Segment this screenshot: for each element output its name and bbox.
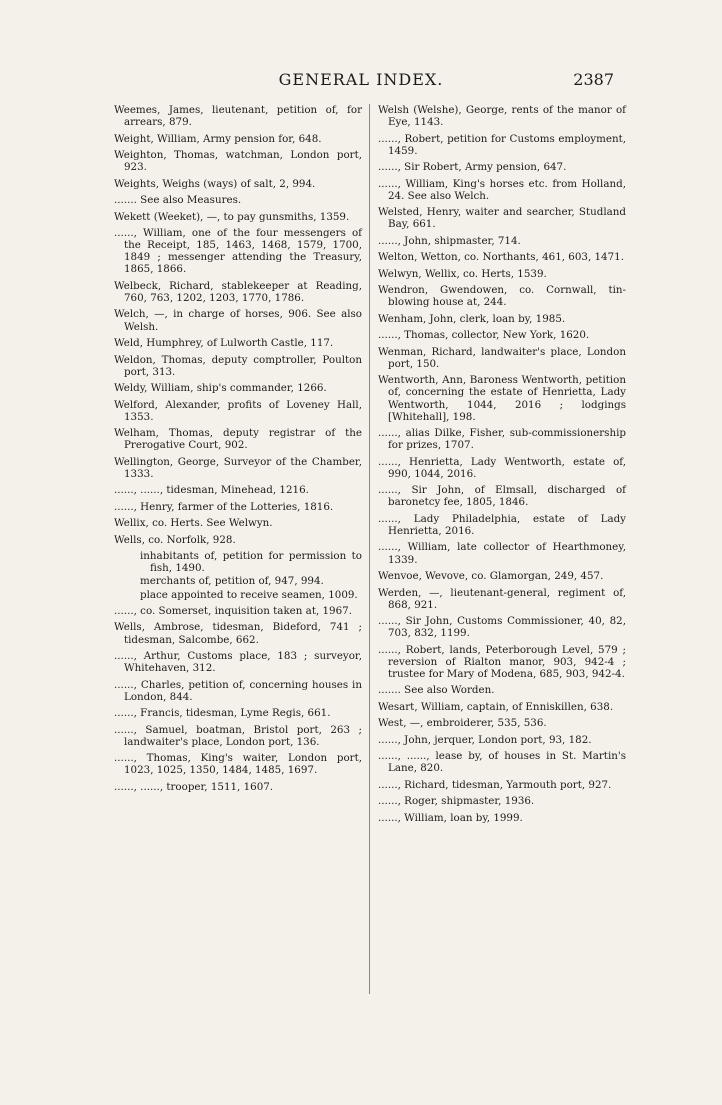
index-entry: Welbeck, Richard, stablekeeper at Reading, 760, 763, 1202, 1203, 1770, 1786. [114,279,362,304]
index-subentry: merchants of, petition of, 947, 994. [140,575,324,588]
index-entry: ......, ......, lease by, of houses in St. Martin's Lane, 820. [378,750,626,775]
index-entry: Wells, Ambrose, tidesman, Bideford, 741 ; tidesman, Salcombe, 662. [114,621,362,646]
index-entry: Wenvoe, Wevove, co. Glamorgan, 249, 457. [378,570,604,583]
index-entry: Weights, Weighs (ways) of salt, 2, 994. [114,177,316,190]
index-entry: ......, ......, trooper, 1511, 1607. [114,780,274,793]
index-entry: Wentworth, Ann, Baroness Wentworth, petition of, concerning the estate of Henrietta, Lady Wentworth, 1044, 2016 ; lodgings [Whitehall], 198. [378,374,626,423]
index-entry: ......, Lady Philadelphia, estate of Lady Henrietta, 2016. [378,512,626,537]
right-column [378,104,626,828]
index-entry: Weld, Humphrey, of Lulworth Castle, 117. [114,337,334,350]
index-entry: ......, John, shipmaster, 714. [378,234,521,247]
index-entry: ....... See also Worden. [378,684,495,697]
index-entry: Weldon, Thomas, deputy comptroller, Poulton port, 313. [114,353,362,378]
index-entry: Weighton, Thomas, watchman, London port, 923. [114,149,362,174]
index-entry: Wellington, George, Surveyor of the Chamber, 1333. [114,455,362,480]
index-entry: Wekett (Weeket), —, to pay gunsmiths, 1359. [114,210,350,223]
index-entry: Wenham, John, clerk, loan by, 1985. [378,312,566,325]
index-entry: ......, co. Somerset, inquisition taken at, 1967. [114,605,352,617]
index-entry: Welsh (Welshe), George, rents of the manor of Eye, 1143. [378,104,626,129]
index-entry: ......, Sir John, of Elmsall, discharged of baronetcy fee, 1805, 1846. [378,484,626,509]
index-entry: Weldy, William, ship's commander, 1266. [114,382,327,395]
column-divider [369,104,370,994]
index-entry: ......, Roger, shipmaster, 1936. [378,795,535,808]
index-entry: ......, Robert, petition for Customs employment, 1459. [378,132,626,157]
left-column [114,104,362,797]
index-entry: ......, William, late collector of Hearthmoney, 1339. [378,541,626,566]
index-entry: ......, alias Dilke, Fisher, sub-commissionership for prizes, 1707. [378,427,626,452]
index-entry: ......, Sir Robert, Army pension, 647. [378,161,567,174]
index-entry: Wellix, co. Herts. See Welwyn. [114,517,273,530]
index-entry: Welwyn, Wellix, co. Herts, 1539. [378,267,547,280]
index-entry: Weight, William, Army pension for, 648. [114,132,322,145]
index-entry: Wesart, William, captain, of Enniskillen, 638. [378,700,614,713]
index-entry: ......, John, jerquer, London port, 93, 182. [378,733,592,746]
index-entry: ......, Francis, tidesman, Lyme Regis, 661. [114,707,331,720]
page-title: GENERAL INDEX. [278,70,444,89]
index-entry: ......, Arthur, Customs place, 183 ; surveyor, Whitehaven, 312. [114,650,362,675]
index-entry: ......, Henrietta, Lady Wentworth, estate of, 990, 1044, 2016. [378,455,626,480]
index-entry: ......, Richard, tidesman, Yarmouth port, 927. [378,778,612,791]
index-entry: ......, Sir John, Customs Commissioner, 40, 82, 703, 832, 1199. [378,615,626,640]
index-entry: ....... See also Measures. [114,194,242,207]
index-subentry: place appointed to receive seamen, 1009. [140,588,358,601]
index-entry: ......, William, loan by, 1999. [378,811,523,824]
index-entry: Werden, —, lieutenant-general, regiment of, 868, 921. [378,586,626,611]
index-entry: Weemes, James, lieutenant, petition of, for arrears, 879. [114,104,362,129]
index-entry: Wenman, Richard, landwaiter's place, London port, 150. [378,345,626,370]
index-subentry: inhabitants of, petition for permission to fish, 1490. [140,550,362,575]
index-entry: ......, Henry, farmer of the Lotteries, 1816. [114,500,334,513]
page-number: 2387 [573,70,614,89]
index-entry: Wendron, Gwendowen, co. Cornwall, tin-blowing house at, 244. [378,284,626,309]
index-entry: Welford, Alexander, profits of Loveney Hall, 1353. [114,398,362,423]
index-entry: Welsted, Henry, waiter and searcher, Studland Bay, 661. [378,206,626,231]
index-entry: ......, Thomas, collector, New York, 1620. [378,329,590,342]
index-entry: ......, Thomas, King's waiter, London port, 1023, 1025, 1350, 1484, 1485, 1697. [114,752,362,777]
index-entry: Wells, co. Norfolk, 928. [114,533,236,546]
index-entry: ......, William, one of the four messengers of the Receipt, 185, 1463, 1468, 1579, 1700, 1849 ; messenger attending the Treasury, 1865, 1866. [114,227,362,276]
index-entry: Welch, —, in charge of horses, 906. See also Welsh. [114,308,362,333]
index-entry: ......, William, King's horses etc. from Holland, 24. See also Welch. [378,177,626,202]
index-entry: West, —, embroiderer, 535, 536. [378,717,547,730]
index-entry: ......, Charles, petition of, concerning houses in London, 844. [114,678,362,703]
index-entry: Welham, Thomas, deputy registrar of the Prerogative Court, 902. [114,427,362,452]
index-entry: ......, Samuel, boatman, Bristol port, 263 ; landwaiter's place, London port, 136. [114,723,362,748]
index-entry: ......, Robert, lands, Peterborough Level, 579 ; reversion of Rialton manor, 903, 942-4 ; trustee for Mary of Modena, 685, 903, 942-4. [378,643,626,680]
index-entry: Welton, Wetton, co. Northants, 461, 603, 1471. [378,251,624,264]
index-entry: ......, ......, tidesman, Minehead, 1216. [114,484,309,497]
